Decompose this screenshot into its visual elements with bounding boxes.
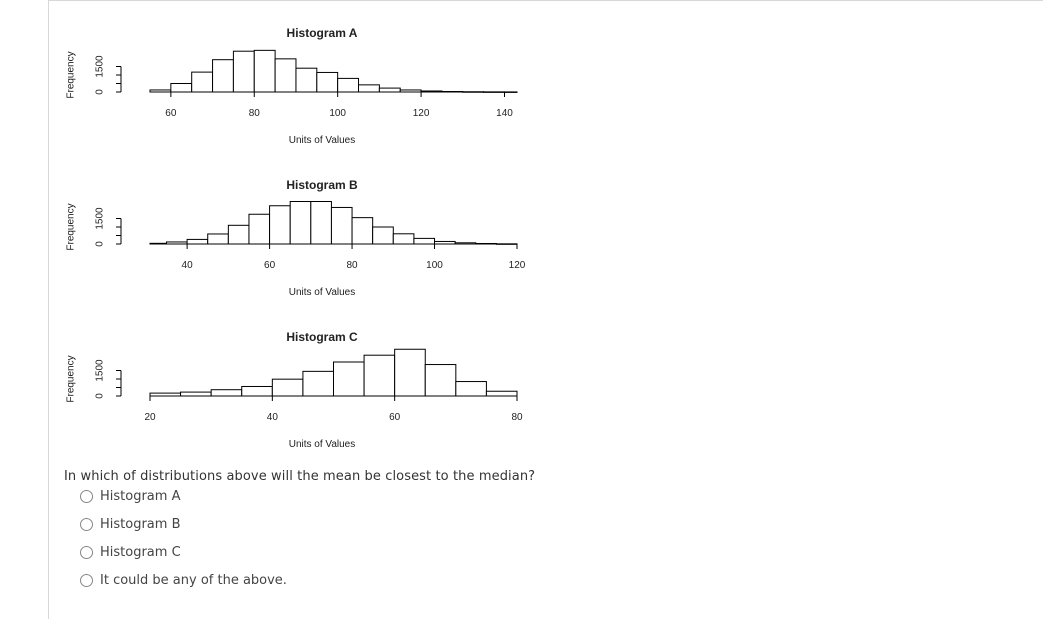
option-label: Histogram A — [100, 489, 181, 504]
histogram-bar — [249, 214, 270, 244]
histogram-bar — [242, 386, 273, 396]
histogram-bar — [290, 202, 311, 245]
histogram-bar — [334, 362, 365, 396]
chart-title: Histogram B — [286, 178, 358, 192]
option-any-of-above[interactable] — [80, 571, 287, 590]
histogram-bar — [166, 242, 187, 244]
histogram-bar — [504, 92, 517, 93]
histogram-bar — [254, 50, 275, 92]
histogram-bar — [150, 90, 171, 92]
y-axis-label: Frequency — [65, 51, 77, 99]
y-tick-label: 0 — [94, 241, 106, 247]
histogram-bar — [208, 234, 229, 244]
x-tick-label: 80 — [248, 108, 260, 119]
x-tick-label: 120 — [412, 108, 430, 119]
radio-button-icon[interactable] — [80, 546, 93, 559]
y-tick-label: 1500 — [94, 359, 106, 382]
x-tick-label: 100 — [329, 108, 347, 119]
x-tick-label: 140 — [496, 108, 513, 119]
x-tick-label: 40 — [181, 260, 193, 271]
histogram-bar — [331, 207, 352, 244]
answer-options — [80, 487, 287, 599]
y-tick-label: 0 — [94, 89, 106, 95]
histogram-bar — [395, 349, 426, 396]
histogram-bar — [317, 72, 338, 92]
x-tick-label: 100 — [426, 260, 443, 271]
y-tick-label: 1500 — [94, 55, 106, 78]
radio-button-icon[interactable] — [80, 490, 93, 503]
question-text: In which of distributions above will the mean be closest to the median? — [64, 469, 536, 484]
histogram-bar — [228, 225, 249, 244]
radio-button-icon[interactable] — [80, 518, 93, 531]
x-tick-label: 60 — [389, 412, 401, 423]
y-axis-label: Frequency — [65, 203, 77, 251]
histogram-bar — [275, 59, 296, 92]
y-axis-label: Frequency — [65, 355, 77, 403]
x-axis-label: Units of Values — [288, 135, 356, 146]
histogram-bar — [211, 390, 242, 396]
histogram-bar — [456, 382, 487, 396]
histogram-bar — [192, 72, 213, 92]
histogram-bar — [393, 234, 414, 244]
option-label: It could be any of the above. — [100, 573, 287, 588]
histogram-bar — [364, 355, 395, 396]
x-axis-label: Units of Values — [288, 439, 356, 450]
histogram-bar — [270, 206, 291, 244]
histogram-bar — [352, 218, 373, 244]
option-label: Histogram C — [100, 545, 181, 560]
histogram-bar — [171, 84, 192, 93]
y-tick-label: 1500 — [94, 207, 106, 230]
x-tick-label: 80 — [346, 260, 358, 271]
x-tick-label: 20 — [144, 412, 156, 423]
histogram-bar — [373, 227, 394, 244]
histogram-bar — [303, 371, 334, 396]
x-tick-label: 60 — [165, 108, 177, 119]
histogram-bar — [486, 391, 517, 396]
histogram-bar — [425, 365, 456, 396]
histogram-bar — [379, 88, 400, 92]
histogram-bar — [414, 238, 435, 244]
histogram-bar — [181, 392, 212, 396]
option-histogram-a[interactable] — [80, 487, 287, 506]
histogram-bar — [150, 243, 166, 244]
x-tick-label: 80 — [511, 412, 523, 423]
chart-title: Histogram A — [286, 26, 358, 40]
radio-button-icon[interactable] — [80, 574, 93, 587]
option-histogram-b[interactable] — [80, 515, 287, 534]
option-label: Histogram B — [100, 517, 181, 532]
histogram-bar — [338, 78, 359, 92]
histogram-bar — [296, 68, 317, 92]
histogram-bar — [187, 239, 208, 244]
y-tick-label: 0 — [94, 393, 106, 399]
x-tick-label: 40 — [266, 412, 278, 423]
x-axis-label: Units of Values — [288, 287, 356, 298]
option-histogram-c[interactable] — [80, 543, 287, 562]
histogram-bar — [213, 60, 234, 92]
chart-title: Histogram C — [286, 330, 358, 344]
histogram-bar — [233, 51, 254, 92]
histogram-bar — [272, 379, 303, 396]
x-tick-label: 120 — [508, 260, 526, 271]
histogram-bar — [311, 202, 332, 245]
histogram-bar — [359, 85, 380, 92]
x-tick-label: 60 — [264, 260, 276, 271]
